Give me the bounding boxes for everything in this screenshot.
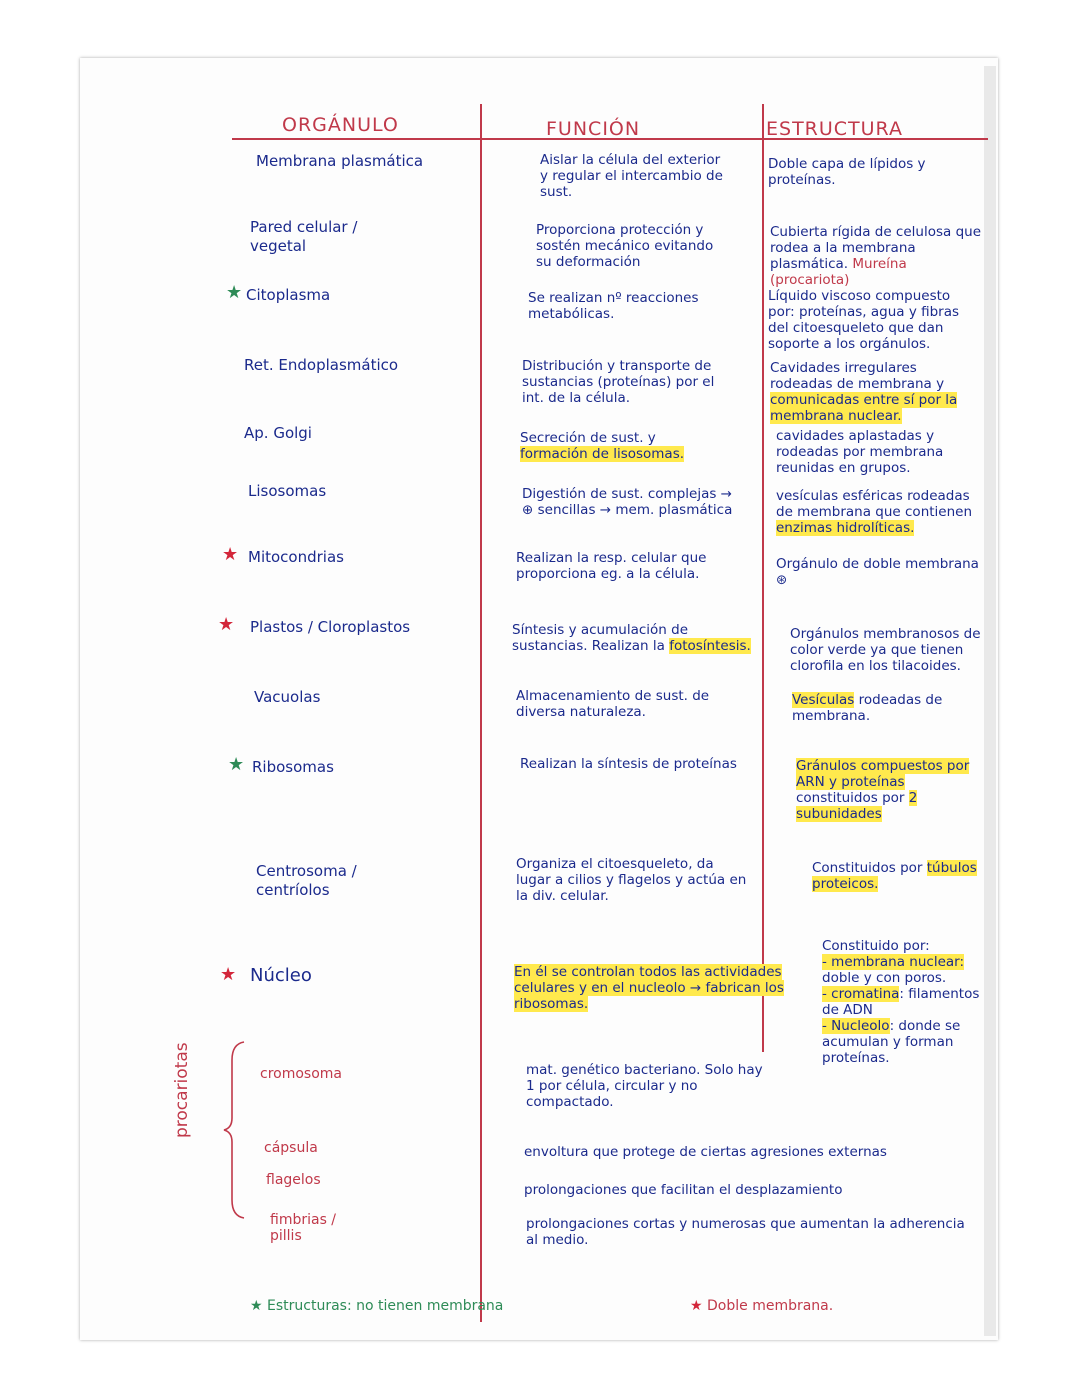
function-highlight: formación de lisosomas.: [520, 446, 685, 462]
column-divider-1: [480, 104, 482, 1322]
structure-main: Cavidades irregulares rodeadas de membrana y: [770, 360, 945, 392]
function-text: [520, 430, 730, 462]
structure-main: Cubierta rígida de celulosa que rodea a la membrana plasmática.: [770, 224, 982, 272]
prokaryote-organelle: fimbrias / pillis: [270, 1212, 337, 1244]
structure-highlight: enzimas hidrolíticas.: [776, 520, 915, 536]
double-membrane-star-icon: ★: [220, 964, 237, 985]
green-star-icon: ★: [250, 1298, 263, 1314]
structure-highlight: - membrana nuclear:: [822, 954, 965, 970]
structure-highlight: - Nucleolo: [822, 1018, 890, 1034]
structure-main: rodeadas de membrana.: [792, 692, 943, 724]
structure-text: Orgánulo de doble membrana ⊛: [776, 556, 979, 588]
column-divider-2: [762, 104, 764, 1052]
header-organulo: ORGÁNULO: [282, 114, 399, 136]
structure-text: Orgánulos membranosos de color verde ya que tienen clorofila en los tilacoides.: [790, 626, 981, 674]
function-text: Organiza el citoesqueleto, da lugar a cilios y flagelos y actúa en la div. celular.: [516, 856, 747, 904]
structure-detail: : filamentos de ADN: [822, 986, 980, 1018]
organelle-name: Membrana plasmática: [256, 152, 424, 170]
function-text: Realizan la resp. celular que proporciona eg. a la célula.: [516, 550, 707, 582]
double-membrane-star-icon: ★: [222, 544, 239, 565]
function-text: Aislar la célula del exterior y regular el intercambio de sust.: [540, 152, 723, 200]
structure-text: [822, 938, 988, 1066]
structure-text: Doble capa de lípidos y proteínas.: [768, 156, 926, 188]
function-main: Síntesis y acumulación de sustancias. Realizan la: [512, 622, 689, 654]
legend-green-text: Estructuras: no tienen membrana: [267, 1298, 504, 1314]
structure-highlight: 2 subunidades: [796, 790, 918, 822]
structure-text: Líquido viscoso compuesto por: proteínas, agua y fibras del citoesqueleto que dan soporte a los orgánulos.: [768, 288, 960, 352]
structure-highlight: Vesículas: [792, 692, 855, 708]
prokaryote-brace: [222, 1040, 248, 1220]
function-text: [514, 964, 806, 1012]
prokaryote-organelle: cápsula: [264, 1140, 318, 1156]
red-star-icon: ★: [690, 1298, 703, 1314]
structure-highlight: - cromatina: [822, 986, 900, 1002]
structure-text: [770, 360, 980, 424]
legend-double-membrane: [690, 1298, 833, 1314]
structure-text: [776, 488, 984, 536]
function-text: [512, 622, 762, 654]
header-funcion: FUNCIÓN: [546, 118, 641, 140]
function-text: Digestión de sust. complejas → ⊕ sencillas → mem. plasmática: [522, 486, 733, 518]
function-highlight: fotosíntesis.: [669, 638, 751, 654]
function-text: Proporciona protección y sostén mecánico evitando su deformación: [536, 222, 714, 270]
organelle-name: Vacuolas: [254, 688, 321, 706]
function-text: Se realizan nº reacciones metabólicas.: [528, 290, 699, 322]
structure-highlight: comunicadas entre sí por la membrana nuclear.: [770, 392, 958, 424]
structure-text: [796, 758, 986, 822]
prokaryote-description: prolongaciones cortas y numerosas que aumentan la adherencia al medio.: [526, 1216, 965, 1248]
header-estructura: ESTRUCTURA: [766, 118, 903, 140]
structure-highlight: Gránulos compuestos por ARN y proteínas: [796, 758, 970, 790]
organelle-name: Ribosomas: [252, 758, 334, 776]
structure-main: vesículas esféricas rodeadas de membrana que contienen: [776, 488, 973, 520]
organelle-name: Plastos / Cloroplastos: [250, 618, 411, 636]
structure-detail: doble y con poros.: [822, 970, 947, 986]
organelle-name: Centrosoma / centríolos: [256, 862, 357, 899]
prokaryote-organelle: cromosoma: [260, 1066, 342, 1082]
organelle-name: Lisosomas: [248, 482, 327, 500]
structure-note: Mureína (procariota): [770, 256, 907, 288]
no-membrane-star-icon: ★: [228, 754, 245, 775]
no-membrane-star-icon: ★: [226, 282, 243, 303]
structure-text: cavidades aplastadas y rodeadas por membrana reunidas en grupos.: [776, 428, 944, 476]
prokaryote-label: procariotas: [172, 1042, 192, 1138]
prokaryote-organelle: flagelos: [266, 1172, 321, 1188]
organelle-name: Ap. Golgi: [244, 424, 312, 442]
structure-text: [792, 692, 982, 724]
organelle-name: Núcleo: [250, 965, 312, 986]
prokaryote-description: prolongaciones que facilitan el desplazamiento: [524, 1182, 843, 1198]
structure-detail: : donde se acumulan y forman proteínas.: [822, 1018, 961, 1066]
structure-main: Constituido por:: [822, 938, 930, 954]
organelle-name: Pared celular / vegetal: [250, 218, 358, 255]
organelle-name: Citoplasma: [246, 286, 331, 304]
function-main: Secreción de sust. y: [520, 430, 656, 446]
structure-text: [812, 860, 982, 892]
structure-main: Constituidos por: [812, 860, 923, 876]
organelle-name: Mitocondrias: [248, 548, 344, 566]
legend-red-text: Doble membrana.: [707, 1298, 834, 1314]
prokaryote-description: mat. genético bacteriano. Solo hay 1 por célula, circular y no compactado.: [526, 1062, 763, 1110]
organelle-name: Ret. Endoplasmático: [244, 356, 399, 374]
function-text: Distribución y transporte de sustancias (proteínas) por el int. de la célula.: [522, 358, 715, 406]
structure-highlight: túbulos proteicos.: [812, 860, 977, 892]
structure-text: [770, 224, 986, 288]
prokaryote-description: envoltura que protege de ciertas agresiones externas: [524, 1144, 887, 1160]
function-highlight: En él se controlan todos las actividades celulares y en el nucleolo → fabrican los ribosomas.: [514, 964, 784, 1012]
legend-no-membrane: [250, 1298, 503, 1314]
function-text: Realizan la síntesis de proteínas: [520, 756, 737, 772]
double-membrane-star-icon: ★: [218, 614, 235, 635]
function-text: Almacenamiento de sust. de diversa naturaleza.: [516, 688, 710, 720]
structure-main: constituidos por: [796, 790, 905, 806]
